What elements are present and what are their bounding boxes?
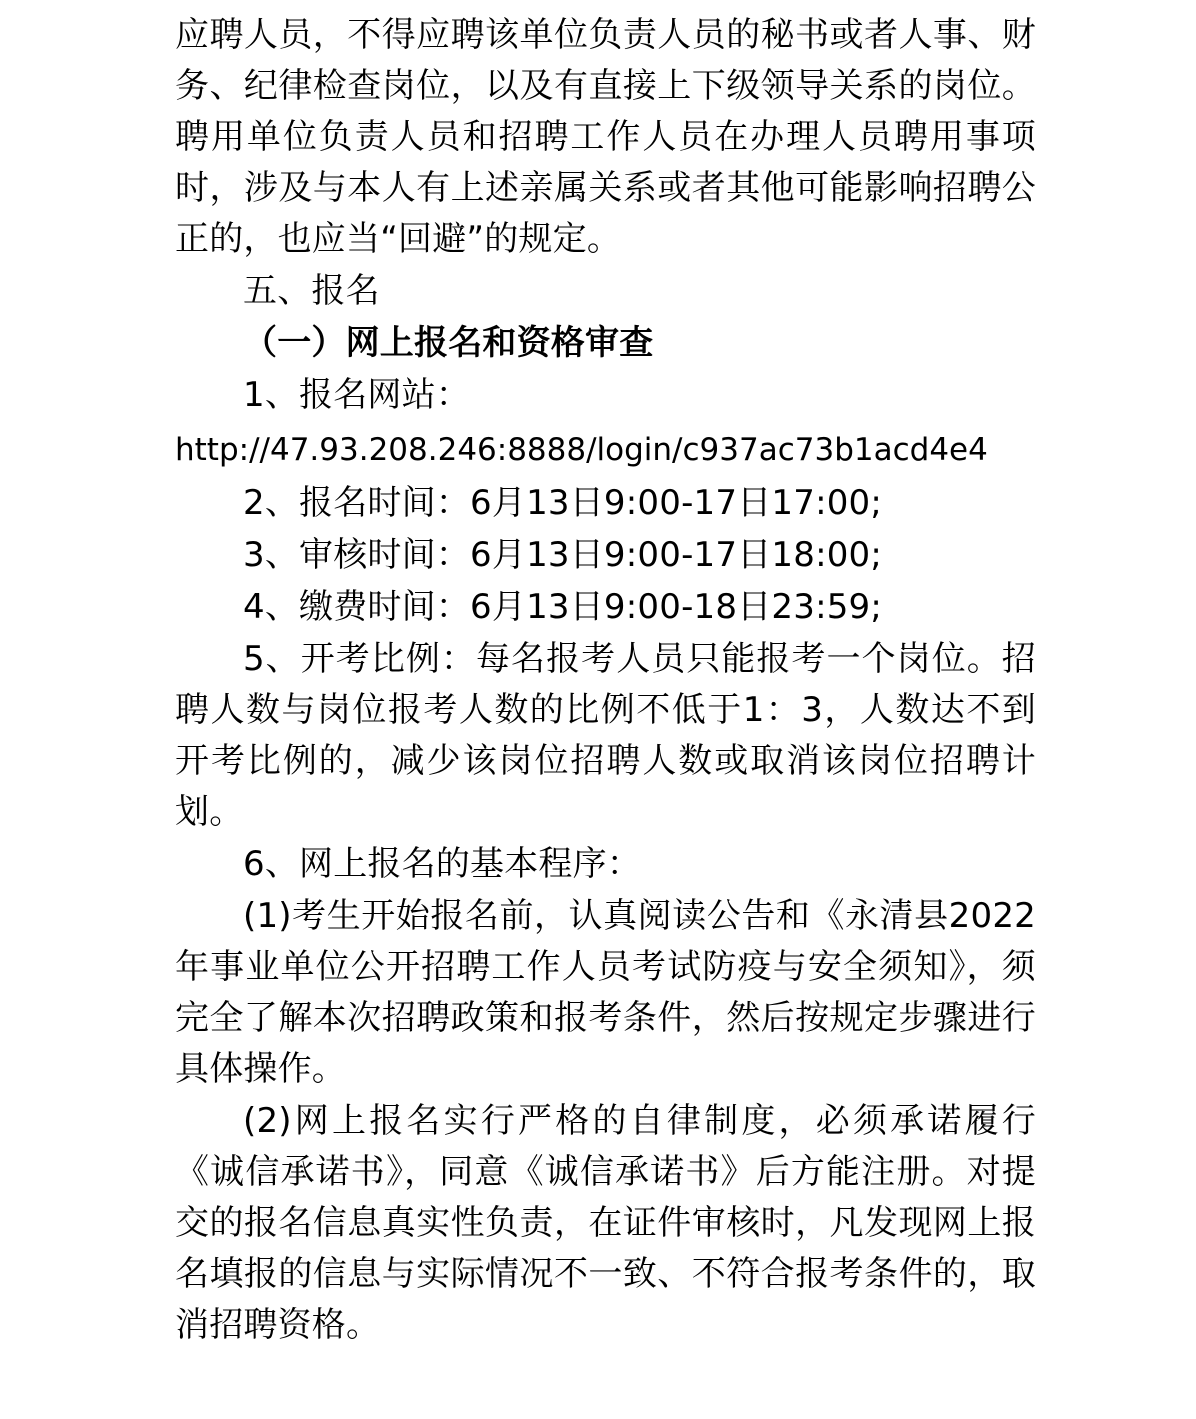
heading-subsection-online-registration: （一）网上报名和资格审查 xyxy=(243,323,654,363)
document-body xyxy=(175,10,1036,1351)
list-item-online-registration-procedure: 6、网上报名的基本程序： xyxy=(243,844,642,885)
sublist-item-read-announcement: (1)考生开始报名前，认真阅读公告和《永清县2022年事业单位公开招聘工作人员考试防疫与安全须知》，须完全了解本次招聘政策和报考条件，然后按规定步骤进行具体操作。 xyxy=(175,896,1036,1090)
registration-website-url: http://47.93.208.246:8888/login/c937ac73b1acd4e4 xyxy=(175,432,988,468)
list-item-registration-time: 2、报名时间：6月13日9:00-17日17:00; xyxy=(243,483,883,524)
list-item-review-time: 3、审核时间：6月13日9:00-17日18:00; xyxy=(243,535,883,576)
heading-section-five: 五、报名 xyxy=(243,271,380,311)
sublist-item-integrity-commitment: (2)网上报名实行严格的自律制度，必须承诺履行《诚信承诺书》，同意《诚信承诺书》后方能注册。对提交的报名信息真实性负责，在证件审核时，凡发现网上报名填报的信息与实际情况不一致、不符合报考条件的，取消招聘资格。 xyxy=(175,1101,1036,1346)
list-item-payment-time: 4、缴费时间：6月13日9:00-18日23:59; xyxy=(243,587,883,628)
list-item-registration-website: 1、报名网站： xyxy=(243,375,471,415)
list-item-exam-ratio: 5、开考比例：每名报考人员只能报考一个岗位。招聘人数与岗位报考人数的比例不低于1：3，人数达不到开考比例的，减少该岗位招聘人数或取消该岗位招聘计划。 xyxy=(175,639,1036,833)
paragraph-avoidance-rule: 应聘人员，不得应聘该单位负责人员的秘书或者人事、财务、纪律检查岗位，以及有直接上下级领导关系的岗位。聘用单位负责人员和招聘工作人员在办理人员聘用事项时，涉及与本人有上述亲属关系或者其他可能影响招聘公正的，也应当“回避”的规定。 xyxy=(175,15,1036,259)
